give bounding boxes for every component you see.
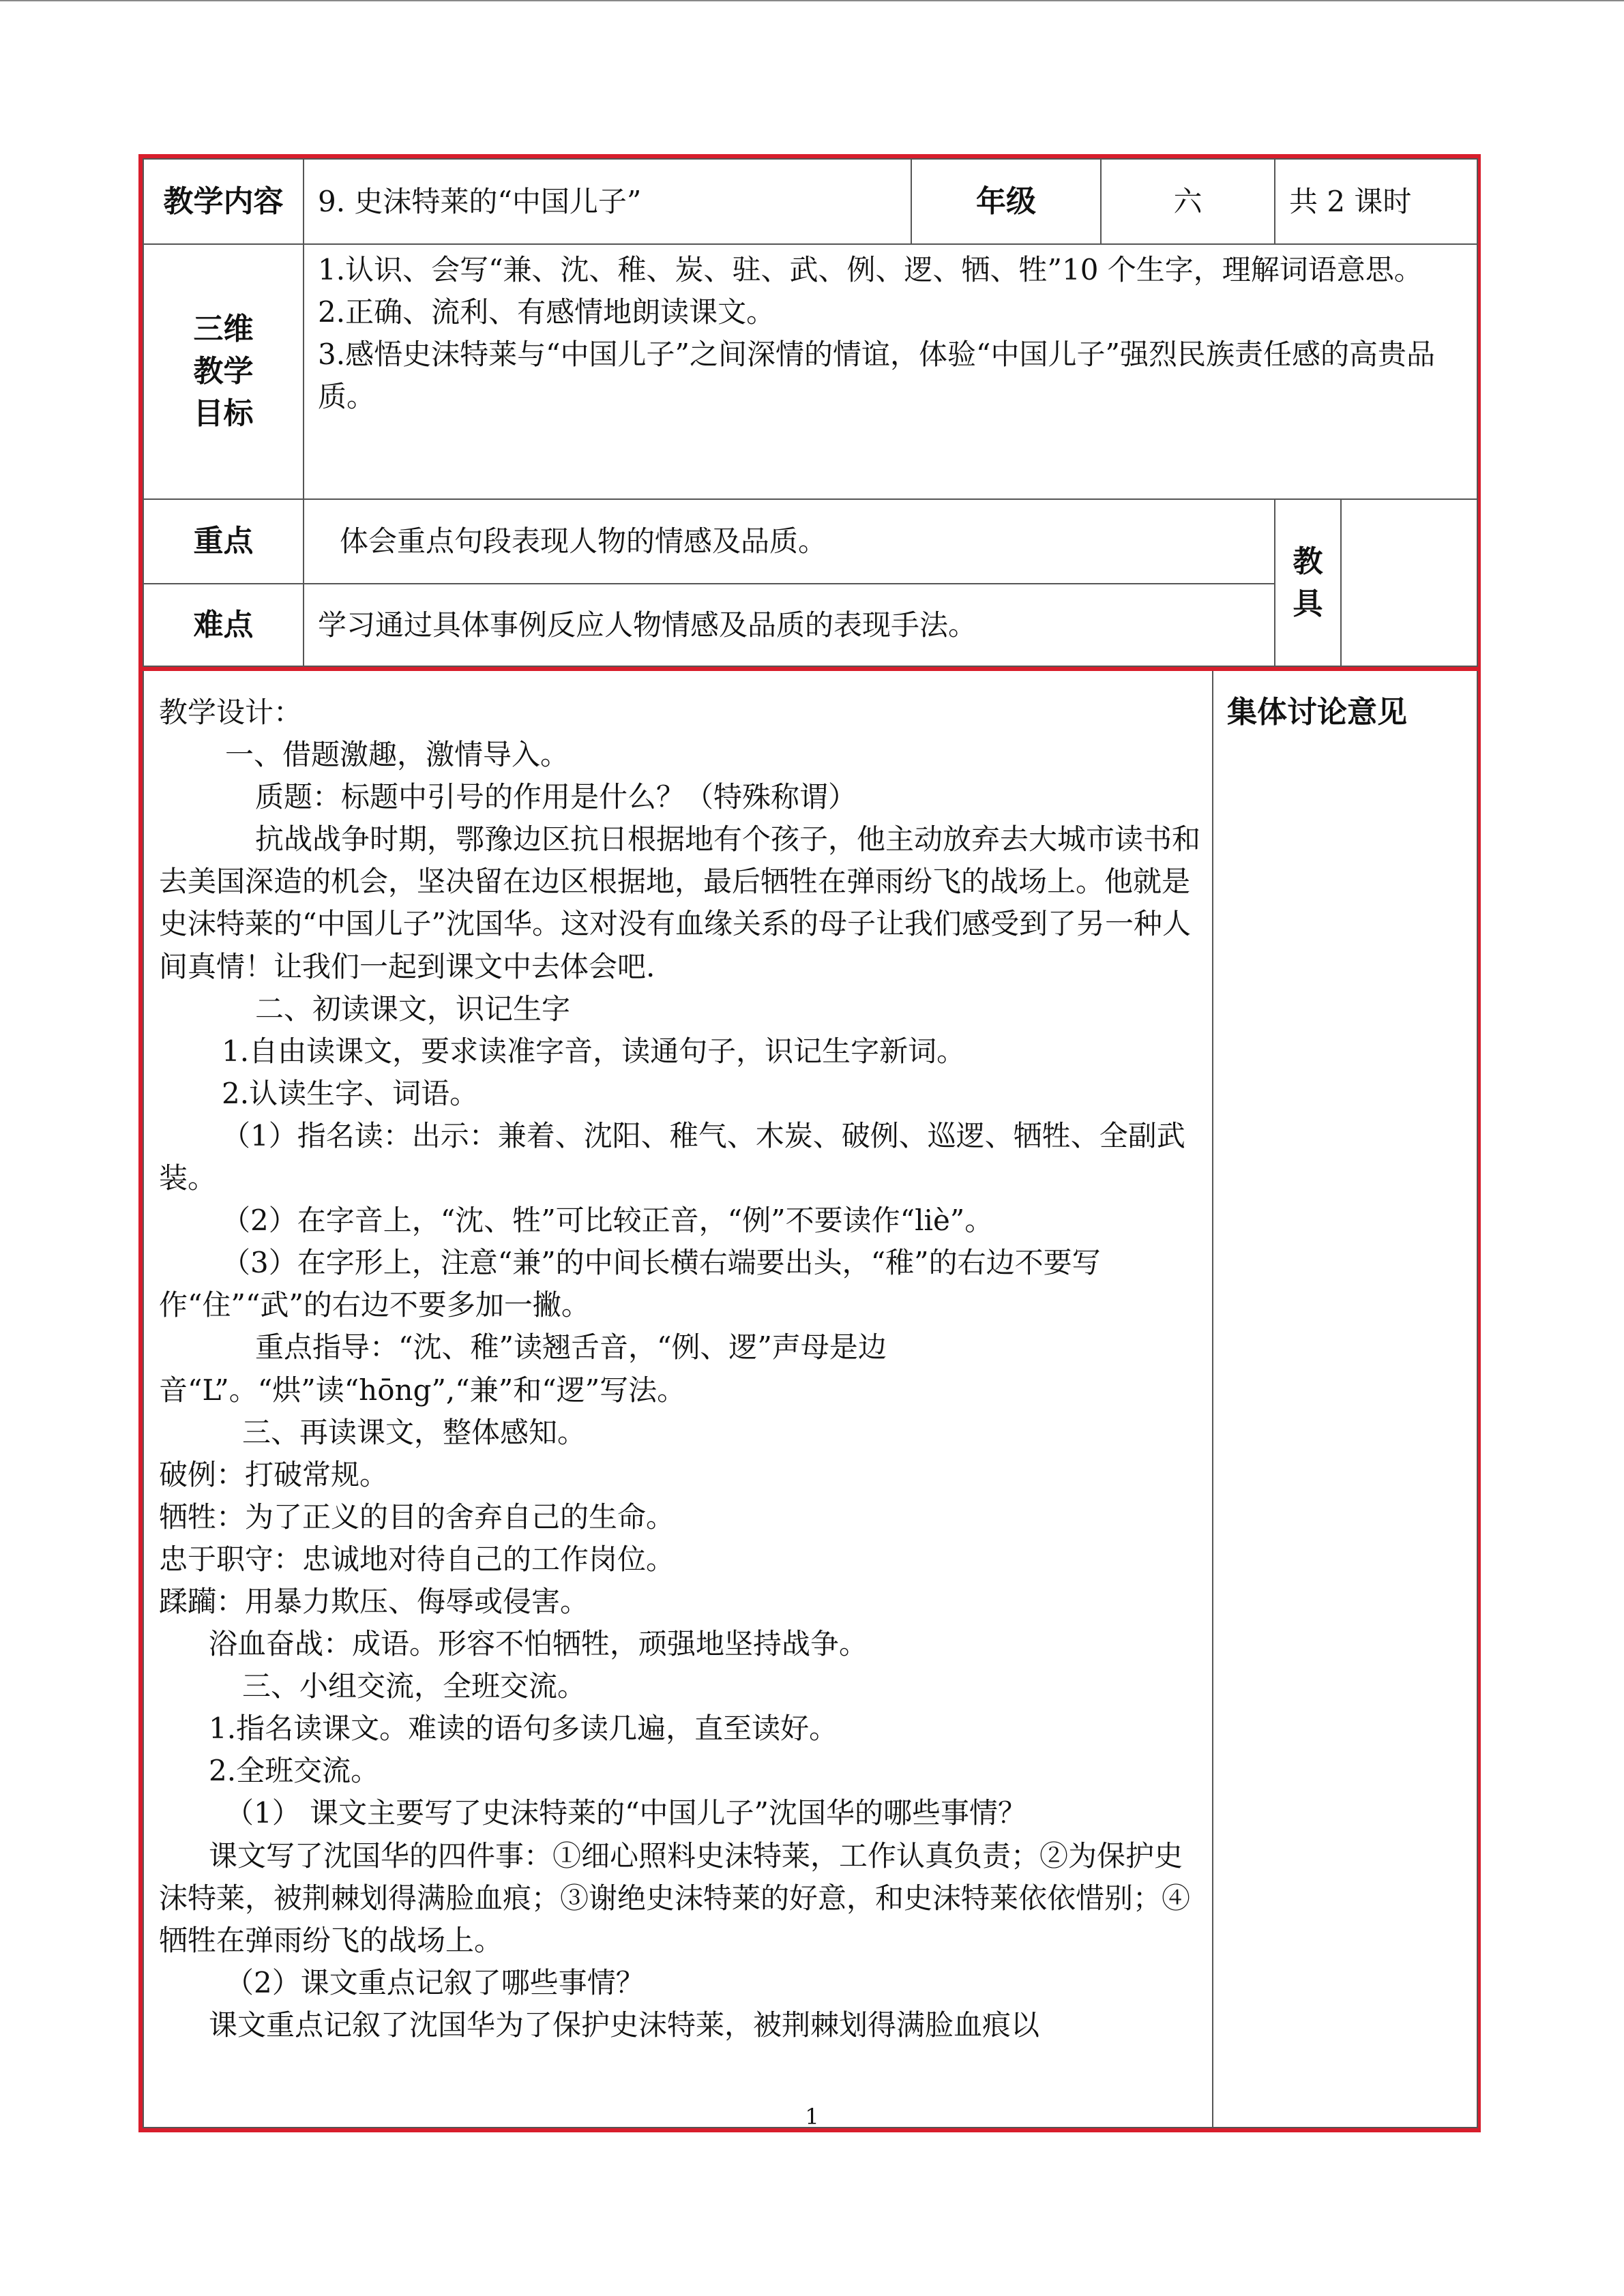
- design-paragraph: 浴血奋战：成语。形容不怕牺牲，顽强地坚持战争。: [209, 1627, 868, 1661]
- design-content: [143, 669, 1213, 2128]
- goals-label-line: 三维: [193, 312, 254, 346]
- page-number: 1: [805, 2104, 819, 2130]
- design-paragraph: 忠于职守：忠诚地对待自己的工作岗位。: [159, 1542, 675, 1576]
- goal-item: 1.认识、会写“兼、沈、稚、炭、驻、武、例、逻、牺、牲”10 个生字，理解词语意思。: [318, 253, 1423, 286]
- grade-value: 六: [1101, 159, 1275, 244]
- top-border-line: [0, 0, 1624, 1]
- goals-label: [143, 244, 304, 499]
- tools-label: 教具: [1275, 499, 1341, 666]
- design-paragraph: 课文写了沈国华的四件事：①细心照料史沫特莱，工作认真负责；②为保护史沫特莱，被荆棘划得满脸血痕；③谢绝史沫特莱的好意，和史沫特莱依依惜别；④牺牲在弹雨纷飞的战场上。: [159, 1838, 1191, 1957]
- lesson-plan-table: [138, 154, 1481, 2132]
- design-paragraph: （2）在字音上，“沈、牲”可比较正音，“例”不要读作“liè”。: [222, 1204, 994, 1238]
- design-paragraph: （1） 课文主要写了史沫特莱的“中国儿子”沈国华的哪些事情？: [225, 1796, 1027, 1830]
- design-table: [143, 667, 1478, 2128]
- header-row: [143, 159, 1477, 244]
- goals-content: [304, 244, 1477, 499]
- design-paragraph: 抗战战争时期，鄂豫边区抗日根据地有个孩子，他主动放弃去大城市读书和去美国深造的机会，坚决留在边区根据地，最后牺牲在弹雨纷飞的战场上。他就是史沫特莱的“中国儿子”沈国华。这对没有血缘关系的母子让我们感受到了另一种人间真情！让我们一起到课文中去体会吧.: [159, 822, 1201, 983]
- design-paragraph: 一、借题激趣，激情导入。: [225, 738, 570, 772]
- design-paragraph: 2.全班交流。: [209, 1754, 380, 1788]
- design-row: [143, 669, 1477, 2128]
- design-paragraph: 三、小组交流，全班交流。: [242, 1669, 587, 1703]
- header-table: [143, 158, 1478, 667]
- goals-row: [143, 244, 1477, 499]
- goal-item: 2.正确、流利、有感情地朗读课文。: [318, 295, 776, 329]
- design-paragraph: 二、初读课文，识记生字: [255, 992, 571, 1026]
- design-paragraph: 破例：打破常规。: [159, 1457, 389, 1491]
- design-paragraph: 1.指名读课文。难读的语句多读几遍，直至读好。: [209, 1712, 838, 1746]
- design-paragraph: （1）指名读：出示：兼着、沈阳、稚气、木炭、破例、巡逻、牺牲、全副武装。: [159, 1118, 1185, 1195]
- lesson-plan-sheet: [138, 154, 1481, 2132]
- discussion-label: 集体讨论意见: [1227, 695, 1407, 730]
- design-paragraph: 牺牲：为了正义的目的舍弃自己的生命。: [159, 1500, 675, 1534]
- design-paragraph: 1.自由读课文，要求读准字音，读通句子，识记生字新词。: [222, 1034, 966, 1068]
- design-paragraph: 重点指导：“沈、稚”读翘舌音，“例、逻”声母是边音“L”。“烘”读“hōng”,“兼”和“逻”写法。: [159, 1330, 887, 1407]
- design-paragraph: 蹂躏：用暴力欺压、侮辱或侵害。: [159, 1584, 589, 1618]
- goals-label-line: 教学: [193, 354, 254, 389]
- goals-label-line: 目标: [193, 396, 254, 431]
- hours-value: 共 2 课时: [1275, 159, 1477, 244]
- design-paragraph: 三、再读课文，整体感知。: [242, 1415, 587, 1449]
- content-value: 9. 史沫特莱的“中国儿子”: [304, 159, 911, 244]
- design-title: 教学设计：: [159, 696, 303, 729]
- tools-value: [1341, 499, 1477, 666]
- key-row: [143, 499, 1477, 584]
- design-paragraph: （2）课文重点记叙了哪些事情？: [225, 1965, 645, 1999]
- key-label: 重点: [143, 499, 304, 584]
- content-label: 教学内容: [143, 159, 304, 244]
- design-paragraph: 课文重点记叙了沈国华为了保护史沫特莱，被荆棘划得满脸血痕以: [209, 2008, 1040, 2042]
- design-paragraph: 2.认读生字、词语。: [222, 1076, 479, 1110]
- design-paragraph: 质题：标题中引号的作用是什么？（特殊称谓）: [255, 780, 857, 814]
- discussion-column: [1213, 669, 1477, 2128]
- goal-item: 3.感悟史沫特莱与“中国儿子”之间深情的情谊，体验“中国儿子”强烈民族责任感的高贵品质。: [318, 338, 1435, 413]
- design-paragraph: （3）在字形上，注意“兼”的中间长横右端要出头，“稚”的右边不要写作“住”“武”的右边不要多加一撇。: [159, 1246, 1101, 1322]
- difficult-label: 难点: [143, 584, 304, 666]
- key-value: 体会重点句段表现人物的情感及品质。: [304, 499, 1275, 584]
- grade-label: 年级: [911, 159, 1101, 244]
- difficult-value: 学习通过具体事例反应人物情感及品质的表现手法。: [304, 584, 1275, 666]
